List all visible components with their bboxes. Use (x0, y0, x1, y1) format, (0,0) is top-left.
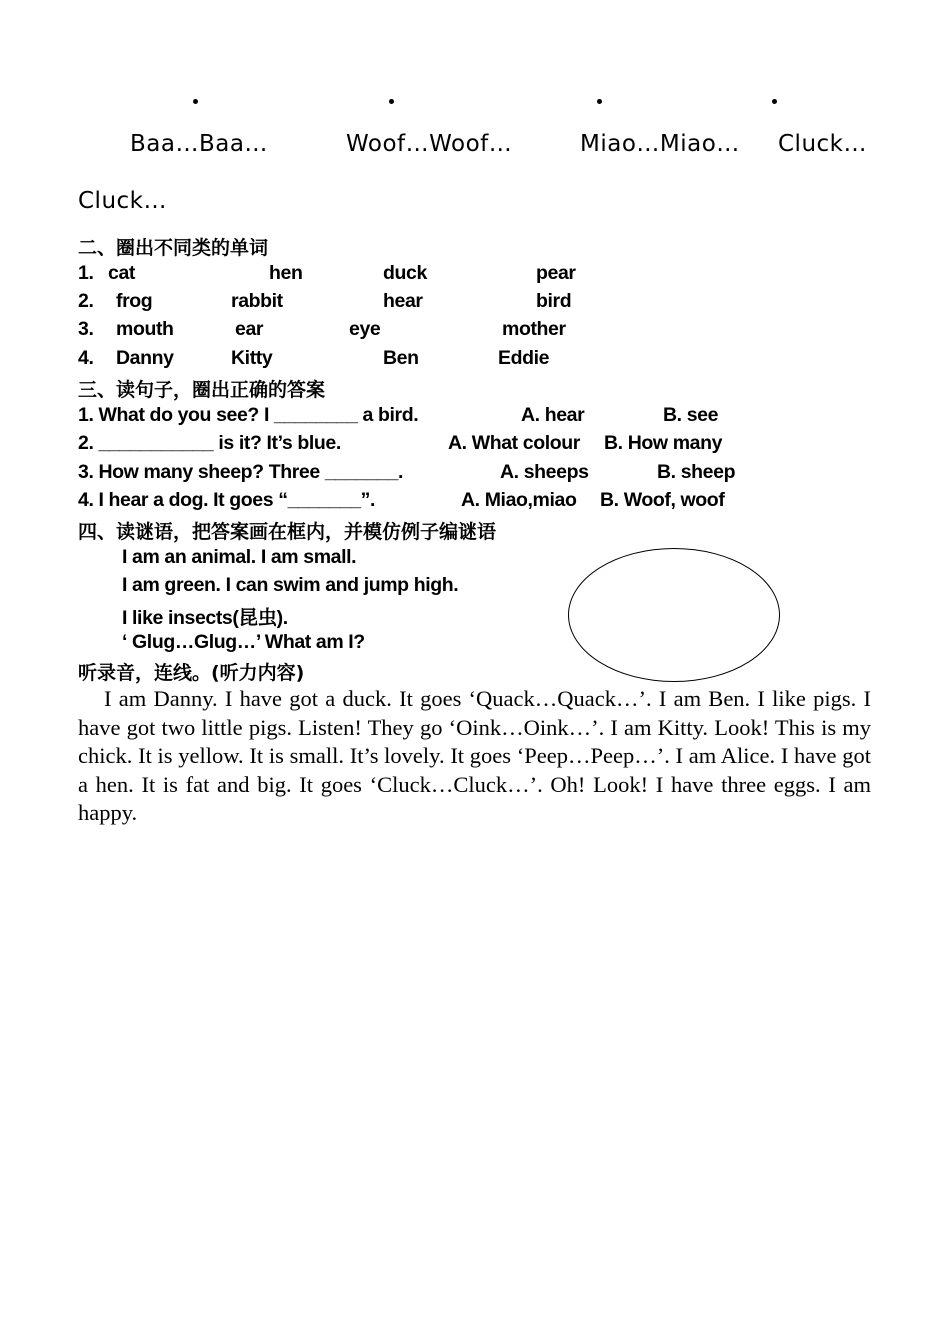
word-option: mother (502, 318, 566, 340)
answer-option-a: A. What colour (448, 432, 580, 454)
sound-label: Cluck… (778, 131, 867, 157)
answer-option-b: B. sheep (657, 461, 736, 483)
word-option: hen (269, 262, 303, 284)
word-option: hear (383, 290, 423, 312)
answer-drawing-oval (568, 548, 780, 682)
question-text: 1. What do you see? I ________ a bird. (78, 404, 419, 426)
section-2-title: 二、圈出不同类的单词 (78, 237, 269, 259)
sound-label: Baa…Baa… (130, 131, 268, 157)
bullet-dot (597, 99, 602, 104)
question-text: 2. ___________ is it? It’s blue. (78, 432, 341, 454)
row-number: 1. (78, 262, 94, 284)
word-option: Ben (383, 347, 419, 369)
riddle-line: I am green. I can swim and jump high. (122, 574, 459, 596)
word-option: mouth (116, 318, 174, 340)
riddle-line: ‘ Glug…Glug…’ What am I? (122, 631, 365, 653)
word-option: ear (235, 318, 264, 340)
word-option: cat (108, 262, 135, 284)
word-option: bird (536, 290, 572, 312)
word-option: duck (383, 262, 427, 284)
sound-label: Cluck… (78, 188, 167, 214)
question-text: 3. How many sheep? Three _______. (78, 461, 403, 483)
row-number: 3. (78, 318, 94, 340)
section-4-title: 四、读谜语，把答案画在框内，并模仿例子编谜语 (78, 521, 497, 543)
sound-label: Woof…Woof… (346, 131, 513, 157)
bullet-dot (193, 99, 198, 104)
section-3-title: 三、读句子，圈出正确的答案 (78, 379, 326, 401)
word-option: frog (116, 290, 153, 312)
row-number: 4. (78, 347, 94, 369)
listening-title: 听录音，连线。(听力内容) (78, 662, 305, 684)
riddle-line: I am an animal. I am small. (122, 546, 357, 568)
answer-option-a: A. sheeps (500, 461, 589, 483)
answer-option-a: A. Miao,miao (461, 489, 577, 511)
word-option: Eddie (498, 347, 550, 369)
row-number: 2. (78, 290, 94, 312)
answer-option-b: B. How many (604, 432, 723, 454)
bullet-dot (389, 99, 394, 104)
answer-option-b: B. see (663, 404, 719, 426)
answer-option-b: B. Woof, woof (600, 489, 725, 511)
listening-passage: I am Danny. I have got a duck. It goes ‘Quack…Quack…’. I am Ben. I like pigs. I have got two little pigs. Listen! They go ‘Oink…Oink…’. I am Kitty. Look! This is my chick. It is yellow. It is small. It’s lovely. It goes ‘Peep…Peep…’. I am Alice. I have got a hen. It is fat and big. It goes ‘Cluck…Cluck…’. Oh! Look! I have three eggs. I am happy. (78, 686, 871, 825)
word-option: eye (349, 318, 381, 340)
riddle-line: I like insects(昆虫). (122, 607, 288, 629)
word-option: pear (536, 262, 576, 284)
word-option: Danny (116, 347, 174, 369)
sound-label: Miao…Miao… (580, 131, 740, 157)
word-option: rabbit (231, 290, 283, 312)
question-text: 4. I hear a dog. It goes “_______”. (78, 489, 376, 511)
bullet-dot (772, 99, 777, 104)
word-option: Kitty (231, 347, 273, 369)
answer-option-a: A. hear (521, 404, 585, 426)
